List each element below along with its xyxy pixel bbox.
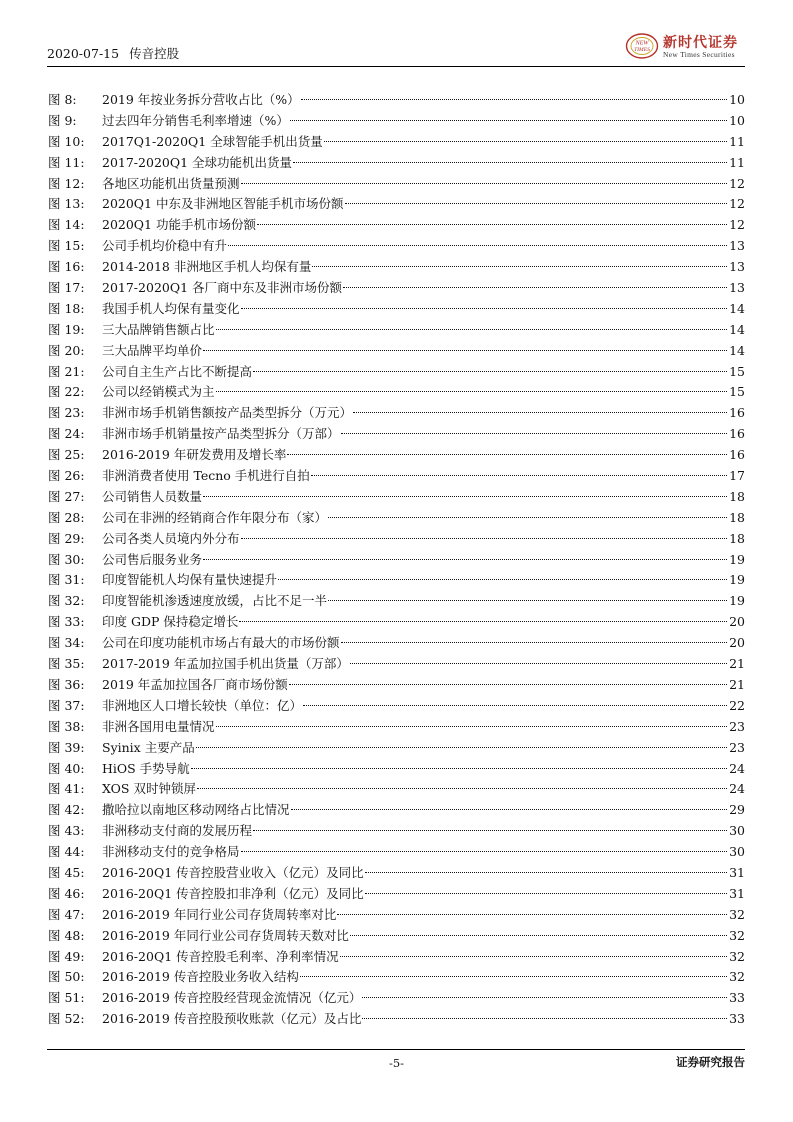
toc-page-number: 19 [729,551,745,567]
toc-figure-number: 图 29: [48,530,85,546]
toc-page-number: 11 [729,154,745,170]
toc-title-wrap [102,1009,727,1030]
figure-list [48,90,745,1030]
toc-entry[interactable] [48,926,745,947]
toc-entry[interactable] [48,194,745,215]
toc-title: HiOS 手势导航 [102,759,191,780]
toc-entry[interactable] [48,320,745,341]
toc-page-number: 24 [729,781,745,797]
toc-page-number: 31 [729,864,745,880]
toc-title: 我国手机人均保有量变化 [102,299,241,320]
toc-page-number: 33 [729,990,745,1006]
footer-page-number: -5- [388,1056,405,1070]
toc-dot-leader [328,517,727,518]
toc-dot-leader [343,287,727,288]
toc-page-number: 10 [729,112,745,128]
toc-page-number: 22 [729,697,745,713]
toc-title-wrap [102,696,727,717]
toc-page-number: 32 [729,948,745,964]
header-company: 传音控股 [129,46,180,61]
toc-entry[interactable] [48,842,745,863]
toc-title-wrap [102,675,727,696]
toc-title-wrap [102,550,727,571]
toc-dot-leader [365,893,727,894]
toc-figure-number: 图 20: [48,342,85,358]
page-header [47,30,745,64]
toc-entry[interactable] [48,445,745,466]
toc-figure-number: 图 23: [48,405,85,421]
toc-page-number: 12 [729,175,745,191]
toc-entry[interactable] [48,612,745,633]
toc-title-wrap [102,445,727,466]
toc-figure-number: 图 12: [48,175,85,191]
toc-title: 非洲移动支付商的发展历程 [102,821,253,842]
toc-dot-leader [203,350,727,351]
toc-dot-leader [324,141,727,142]
toc-figure-number: 图 11: [48,154,85,170]
toc-title: 三大品牌销售额占比 [102,320,216,341]
toc-title: 2020Q1 功能手机市场份额 [102,215,257,236]
toc-page-number: 23 [729,718,745,734]
toc-title: 2016-2019 传音控股业务收入结构 [102,967,300,988]
toc-entry[interactable] [48,800,745,821]
toc-title: 2017Q1-2020Q1 全球智能手机出货量 [102,132,324,153]
toc-page-number: 15 [729,384,745,400]
toc-page-number: 14 [729,300,745,316]
toc-figure-number: 图 21: [48,363,85,379]
toc-figure-number: 图 43: [48,823,85,839]
toc-dot-leader [345,203,728,204]
toc-figure-number: 图 14: [48,217,85,233]
toc-title: 2014-2018 非洲地区手机人均保有量 [102,257,312,278]
toc-page-number: 21 [729,676,745,692]
toc-figure-number: 图 32: [48,593,85,609]
toc-figure-number: 图 24: [48,426,85,442]
toc-figure-number: 图 38: [48,718,85,734]
toc-page-number: 14 [729,342,745,358]
toc-entry[interactable] [48,403,745,424]
toc-title: 非洲市场手机销量按产品类型拆分（万部） [102,424,341,445]
svg-text:NEW: NEW [635,39,649,47]
toc-figure-number: 图 33: [48,614,85,630]
toc-entry[interactable] [48,299,745,320]
toc-page-number: 12 [729,217,745,233]
toc-title: 印度智能机人均保有量快速提升 [102,570,278,591]
toc-figure-number: 图 19: [48,321,85,337]
toc-title-wrap [102,926,727,947]
toc-page-number: 16 [729,447,745,463]
toc-figure-number: 图 34: [48,635,85,651]
toc-figure-number: 图 37: [48,697,85,713]
toc-entry[interactable] [48,132,745,153]
toc-entry[interactable] [48,382,745,403]
toc-title-wrap [102,362,727,383]
toc-title-wrap [102,153,727,174]
toc-figure-number: 图 45: [48,864,85,880]
toc-figure-number: 图 8: [48,92,77,107]
toc-title: 非洲地区人口增长较快（单位：亿） [102,696,303,717]
toc-title-wrap [102,111,727,132]
toc-figure-number: 图 40: [48,760,85,776]
toc-title-wrap [102,320,727,341]
toc-figure-number: 图 42: [48,802,85,818]
toc-title: 2016-2019 年研发费用及增长率 [102,445,287,466]
toc-title: 公司各类人员境内外分布 [102,529,241,550]
toc-title: 非洲各国用电量情况 [102,717,216,738]
toc-dot-leader [341,642,727,643]
toc-dot-leader [328,600,727,601]
toc-title-wrap [102,90,727,111]
toc-page-number: 18 [729,509,745,525]
header-rule [47,66,745,67]
toc-figure-number: 图 13: [48,196,85,212]
toc-entry[interactable] [48,654,745,675]
toc-dot-leader [257,224,727,225]
toc-figure-number: 图 10: [48,133,85,149]
toc-title-wrap [102,424,727,445]
toc-title: 公司以经销模式为主 [102,382,216,403]
toc-title-wrap [102,947,727,968]
toc-title: 印度智能机渗透速度放缓，占比不足一半 [102,591,328,612]
toc-dot-leader [301,99,727,100]
toc-title-wrap [102,738,727,759]
toc-page-number: 18 [729,488,745,504]
toc-title: 公司售后服务业务 [102,550,203,571]
toc-figure-number: 图 26: [48,468,85,484]
toc-page-number: 14 [729,321,745,337]
toc-title: 印度 GDP 保持稳定增长 [102,612,239,633]
toc-page-number: 30 [729,844,745,860]
toc-dot-leader [241,538,727,539]
toc-title-wrap [102,717,727,738]
toc-entry[interactable] [48,717,745,738]
toc-title-wrap [102,132,727,153]
toc-dot-leader [341,433,727,434]
toc-entry[interactable] [48,424,745,445]
toc-entry[interactable] [48,738,745,759]
toc-figure-number: 图 27: [48,488,85,504]
toc-title: 公司销售人员数量 [102,487,203,508]
toc-page-number: 24 [729,760,745,776]
toc-entry[interactable] [48,466,745,487]
toc-title-wrap [102,570,727,591]
toc-title-wrap [102,759,727,780]
toc-entry[interactable] [48,508,745,529]
toc-dot-leader [350,663,727,664]
toc-figure-number: 图 18: [48,300,85,316]
toc-page-number: 20 [729,614,745,630]
toc-figure-number: 图 47: [48,906,85,922]
toc-figure-number: 图 44: [48,844,85,860]
toc-dot-leader [300,976,727,977]
toc-figure-number: 图 36: [48,676,85,692]
toc-dot-leader [228,245,727,246]
toc-entry[interactable] [48,884,745,905]
toc-entry[interactable] [48,779,745,800]
toc-page-number: 13 [729,280,745,296]
toc-figure-number: 图 22: [48,384,85,400]
footer-rule [47,1049,745,1050]
toc-page-number: 19 [729,572,745,588]
toc-page-number: 33 [729,1011,745,1027]
toc-title: 2017-2020Q1 各厂商中东及非洲市场份额 [102,278,343,299]
toc-page-number: 18 [729,530,745,546]
toc-dot-leader [365,872,727,873]
toc-title-wrap [102,236,727,257]
toc-title-wrap [102,988,727,1009]
toc-title-wrap [102,633,727,654]
toc-dot-leader [239,621,727,622]
toc-dot-leader [291,809,727,810]
toc-title: 2016-2019 年同行业公司存货周转天数对比 [102,926,350,947]
toc-figure-number: 图 15: [48,238,85,254]
toc-page-number: 29 [729,802,745,818]
toc-title: 非洲消费者使用 Tecno 手机进行自拍 [102,466,311,487]
toc-title-wrap [102,278,727,299]
toc-title-wrap [102,174,727,195]
toc-dot-leader [203,559,727,560]
toc-title-wrap [102,508,727,529]
toc-dot-leader [353,412,727,413]
svg-text:TIMES: TIMES [634,47,650,53]
toc-title: 公司自主生产占比不断提高 [102,362,253,383]
toc-title-wrap [102,654,727,675]
toc-figure-number: 图 50: [48,969,85,985]
toc-figure-number: 图 41: [48,781,85,797]
toc-entry[interactable] [48,174,745,195]
toc-page-number: 32 [729,969,745,985]
logo-en-text: New Times Securities [663,50,735,59]
toc-entry[interactable] [48,1009,745,1030]
toc-figure-number: 图 39: [48,739,85,755]
toc-entry[interactable] [48,529,745,550]
logo-cn-text: 新时代证券 [663,35,738,51]
toc-dot-leader [241,308,727,309]
toc-dot-leader [312,266,727,267]
footer-label: 证券研究报告 [676,1055,745,1069]
toc-figure-number: 图 48: [48,927,85,943]
toc-entry[interactable] [48,696,745,717]
toc-title-wrap [102,466,727,487]
toc-page-number: 15 [729,363,745,379]
toc-page-number: 12 [729,196,745,212]
toc-dot-leader [253,371,727,372]
toc-entry[interactable] [48,257,745,278]
toc-title: 公司手机均价稳中有升 [102,236,228,257]
toc-dot-leader [362,997,727,998]
toc-title: 三大品牌平均单价 [102,341,203,362]
toc-title-wrap [102,529,727,550]
toc-entry[interactable] [48,591,745,612]
toc-entry[interactable] [48,215,745,236]
toc-title: 过去四年分销售毛利率增速（%） [102,111,290,132]
toc-entry[interactable] [48,278,745,299]
toc-title: 2017-2019 年孟加拉国手机出货量（万部） [102,654,350,675]
toc-title: 2016-2019 传音控股经营现金流情况（亿元） [102,988,362,1009]
toc-dot-leader [203,496,727,497]
toc-title-wrap [102,215,727,236]
toc-entry[interactable] [48,759,745,780]
toc-title-wrap [102,779,727,800]
toc-dot-leader [287,454,727,455]
toc-title: 2016-2019 年同行业公司存货周转率对比 [102,905,337,926]
toc-title-wrap [102,800,727,821]
toc-figure-number: 图 9: [48,112,77,128]
toc-entry[interactable] [48,487,745,508]
header-date: 2020-07-15 [47,46,120,61]
toc-figure-number: 图 28: [48,509,85,525]
toc-page-number: 11 [729,133,745,149]
toc-entry[interactable] [48,90,745,111]
toc-dot-leader [241,183,727,184]
toc-page-number: 23 [729,739,745,755]
toc-title: Syinix 主要产品 [102,738,196,759]
toc-figure-number: 图 46: [48,885,85,901]
toc-title-wrap [102,884,727,905]
toc-entry[interactable] [48,675,745,696]
toc-dot-leader [197,788,727,789]
toc-entry[interactable] [48,341,745,362]
toc-title-wrap [102,821,727,842]
toc-page-number: 13 [729,259,745,275]
toc-entry[interactable] [48,947,745,968]
toc-figure-number: 图 49: [48,948,85,964]
toc-dot-leader [216,329,727,330]
toc-entry[interactable] [48,863,745,884]
toc-page-number: 31 [729,885,745,901]
toc-title: 非洲移动支付的竞争格局 [102,842,241,863]
header-left [47,44,185,62]
toc-title-wrap [102,967,727,988]
toc-figure-number: 图 52: [48,1011,85,1027]
toc-title-wrap [102,382,727,403]
toc-title: 撒哈拉以南地区移动网络占比情况 [102,800,291,821]
toc-page-number: 21 [729,656,745,672]
toc-figure-number: 图 25: [48,447,85,463]
toc-title: 2016-20Q1 传音控股营业收入（亿元）及同比 [102,863,365,884]
toc-dot-leader [253,830,727,831]
toc-entry[interactable] [48,362,745,383]
toc-entry[interactable] [48,967,745,988]
toc-title-wrap [102,403,727,424]
toc-title: 2016-2019 传音控股预收账款（亿元）及占比 [102,1009,362,1030]
toc-title: 非洲市场手机销售额按产品类型拆分（万元） [102,403,353,424]
toc-entry[interactable] [48,111,745,132]
toc-dot-leader [196,747,727,748]
toc-page-number: 17 [729,468,745,484]
toc-dot-leader [311,475,727,476]
toc-figure-number: 图 17: [48,280,85,296]
toc-title-wrap [102,863,727,884]
toc-title: 2019 年按业务拆分营收占比（%） [102,90,301,111]
toc-title: 2016-20Q1 传音控股毛利率、净利率情况 [102,947,340,968]
toc-entry[interactable] [48,988,745,1009]
toc-dot-leader [362,1018,727,1019]
toc-title: 2016-20Q1 传音控股扣非净利（亿元）及同比 [102,884,365,905]
toc-dot-leader [216,726,727,727]
toc-page-number: 16 [729,426,745,442]
toc-dot-leader [191,768,727,769]
toc-page-number: 20 [729,635,745,651]
toc-entry[interactable] [48,550,745,571]
toc-page-number: 10 [729,92,745,107]
toc-dot-leader [293,162,727,163]
toc-title: 公司在非洲的经销商合作年限分布（家） [102,508,328,529]
toc-title-wrap [102,257,727,278]
toc-page-number: 16 [729,405,745,421]
toc-page-number: 32 [729,927,745,943]
toc-entry[interactable] [48,236,745,257]
toc-page-number: 32 [729,906,745,922]
toc-figure-number: 图 35: [48,656,85,672]
toc-title-wrap [102,905,727,926]
toc-title-wrap [102,299,727,320]
toc-title-wrap [102,612,727,633]
toc-dot-leader [290,120,727,121]
toc-entry[interactable] [48,821,745,842]
toc-page-number: 30 [729,823,745,839]
toc-dot-leader [350,935,727,936]
toc-figure-number: 图 16: [48,259,85,275]
toc-dot-leader [303,705,727,706]
toc-figure-number: 图 51: [48,990,85,1006]
toc-title-wrap [102,591,727,612]
toc-title-wrap [102,194,727,215]
toc-title: 2019 年孟加拉国各厂商市场份额 [102,675,289,696]
toc-dot-leader [340,956,727,957]
toc-dot-leader [241,851,727,852]
toc-title: 2017-2020Q1 全球功能机出货量 [102,153,293,174]
toc-page-number: 19 [729,593,745,609]
toc-dot-leader [289,684,727,685]
toc-title-wrap [102,842,727,863]
toc-entry[interactable] [48,153,745,174]
toc-dot-leader [278,579,727,580]
toc-title: 公司在印度功能机市场占有最大的市场份额 [102,633,341,654]
logo-mark-icon [625,32,659,60]
toc-title: 2020Q1 中东及非洲地区智能手机市场份额 [102,194,345,215]
toc-entry[interactable] [48,905,745,926]
toc-dot-leader [337,914,727,915]
toc-entry[interactable] [48,570,745,591]
toc-figure-number: 图 31: [48,572,85,588]
toc-title: XOS 双时钟锁屏 [102,779,197,800]
toc-page-number: 13 [729,238,745,254]
toc-title-wrap [102,487,727,508]
toc-dot-leader [216,391,727,392]
toc-entry[interactable] [48,633,745,654]
toc-title: 各地区功能机出货量预测 [102,174,241,195]
logo [625,30,745,62]
toc-title-wrap [102,341,727,362]
toc-figure-number: 图 30: [48,551,85,567]
